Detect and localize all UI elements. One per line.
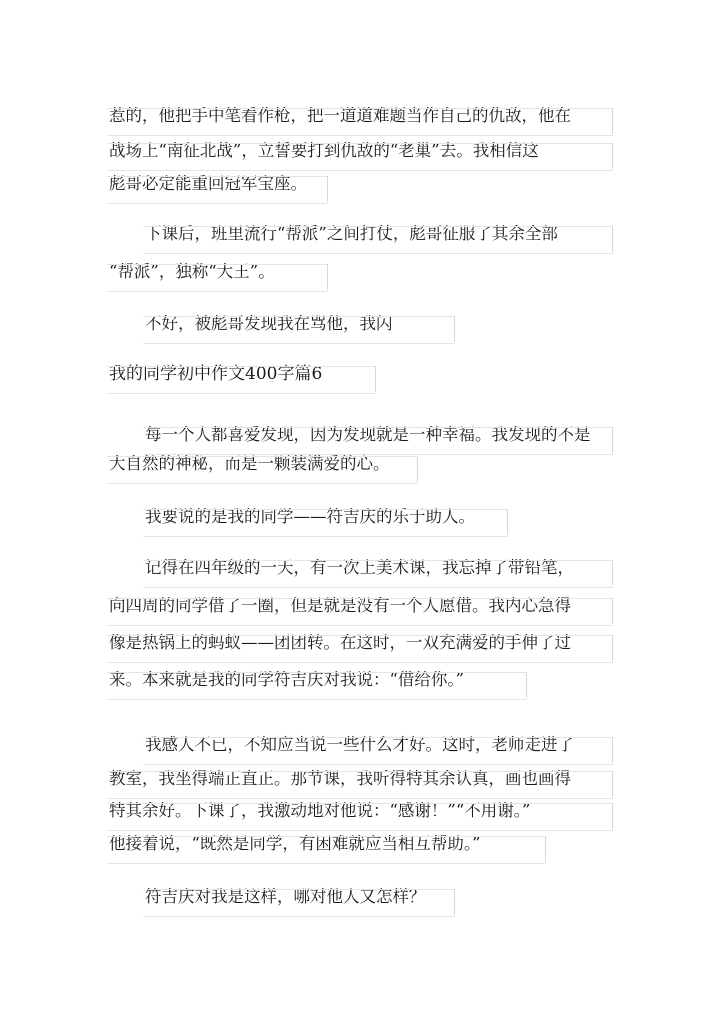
text-line: 他接着说，“既然是同学，有困难就应当相互帮助。” bbox=[107, 832, 545, 856]
text-line: 彪哥必定能重回冠军宝座。 bbox=[107, 172, 327, 196]
text-line: 每一个人都喜爱发现，因为发现就是一种幸福。我发现的不是 bbox=[143, 423, 612, 447]
text-line: 我要说的是我的同学——符吉庆的乐于助人。 bbox=[143, 505, 507, 529]
text-line: 下课后，班里流行“帮派”之间打仗，彪哥征服了其余全部 bbox=[143, 222, 612, 246]
text-line: 大自然的神秘，而是一颗装满爱的心。 bbox=[107, 452, 417, 476]
text-line: 惹的，他把手中笔看作枪，把一道道难题当作自己的仇敌，他在 bbox=[107, 104, 612, 128]
text-line: 符吉庆对我是这样，哪对他人又怎样？ bbox=[143, 885, 454, 909]
text-line: 不好，被彪哥发现我在骂他，我闪 bbox=[143, 312, 454, 336]
text-line: 向四周的同学借了一圈，但是就是没有一个人愿借。我内心急得 bbox=[107, 594, 612, 618]
text-line: 我感人不已，不知应当说一些什么才好。这时，老师走进了 bbox=[143, 733, 612, 757]
text-line: 像是热锅上的蚂蚁——团团转。在这时，一双充满爱的手伸了过 bbox=[107, 631, 612, 655]
text-line: 教室，我坐得端正直正。那节课，我听得特其余认真，画也画得 bbox=[107, 767, 612, 791]
section-heading: 我的同学初中作文400字篇6 bbox=[107, 362, 375, 386]
text-line: “帮派”，独称“大王”。 bbox=[107, 260, 327, 284]
text-line: 来。本来就是我的同学符吉庆对我说：“借给你。” bbox=[107, 668, 526, 692]
text-line: 战场上“南征北战”，立誓要打到仇敌的“老巢”去。我相信这 bbox=[107, 139, 612, 163]
text-line: 记得在四年级的一天，有一次上美术课，我忘掉了带铅笔， bbox=[143, 556, 612, 580]
text-line: 特其余好。下课了，我激动地对他说：“感谢！”“不用谢。” bbox=[107, 799, 612, 823]
